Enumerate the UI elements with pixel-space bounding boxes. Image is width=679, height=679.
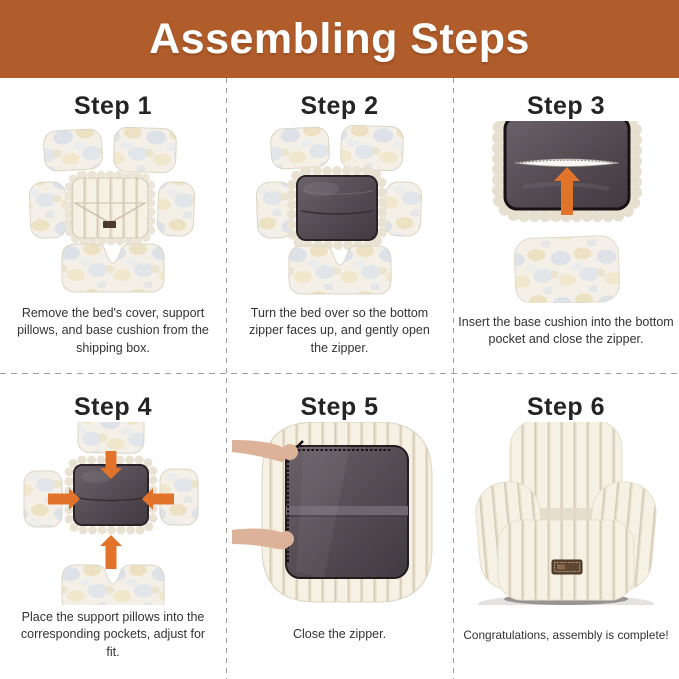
folded-bed-cover bbox=[69, 175, 151, 241]
arrow-up-icon bbox=[100, 535, 122, 569]
step-4-caption: Place the support pillows into the corresponding pockets, adjust for fit. bbox=[20, 610, 206, 659]
support-pillow bbox=[384, 181, 422, 236]
support-pillow bbox=[29, 181, 67, 238]
base-cushion bbox=[289, 246, 391, 294]
step-2-caption: Turn the bed over so the bottom zipper faces up, and gently open the zipper. bbox=[249, 306, 430, 355]
support-pillow bbox=[113, 127, 176, 173]
bed-cover-bottom-up bbox=[292, 171, 382, 245]
step-3-illustration bbox=[458, 121, 674, 303]
step-2-illustration bbox=[231, 121, 448, 303]
bed-turned-over-image bbox=[235, 124, 445, 300]
support-pillow bbox=[256, 181, 294, 238]
steps-grid bbox=[0, 78, 679, 679]
step-5-caption-box bbox=[293, 605, 386, 665]
support-pillow bbox=[157, 181, 195, 236]
divider-vertical-2 bbox=[453, 78, 454, 679]
step-1-title: Step 1 bbox=[73, 92, 153, 120]
finished-bed-image bbox=[458, 422, 674, 605]
step-2-title: Step 2 bbox=[300, 92, 379, 120]
step-6-panel bbox=[453, 373, 679, 679]
step-3-title: Step 3 bbox=[526, 92, 606, 120]
support-pillow bbox=[340, 125, 403, 171]
base-cushion bbox=[514, 235, 620, 303]
insert-pillows-image bbox=[8, 422, 218, 605]
support-pillow bbox=[269, 127, 329, 170]
insert-cushion-image bbox=[459, 121, 673, 303]
brand-label bbox=[552, 560, 582, 574]
step-1-illustration bbox=[5, 121, 221, 303]
step-3-panel bbox=[453, 78, 679, 373]
base-cushion bbox=[62, 565, 164, 606]
step-5-panel bbox=[226, 373, 453, 679]
page-title: Assembling Steps bbox=[149, 14, 530, 63]
step-6-title: Step 6 bbox=[526, 393, 606, 421]
step-3-caption: Insert the base cushion into the bottom pocket and close the zipper. bbox=[458, 314, 674, 346]
support-pillow bbox=[78, 422, 145, 453]
banner bbox=[0, 0, 679, 78]
step-4-title: Step 4 bbox=[73, 393, 153, 421]
step-2-panel bbox=[226, 78, 453, 373]
bed-parts-unpacked-image bbox=[8, 126, 218, 298]
step-6-illustration bbox=[458, 422, 674, 605]
step-4-illustration bbox=[5, 422, 221, 605]
brand-label bbox=[103, 221, 116, 228]
step-1-panel bbox=[0, 78, 226, 373]
step-4-caption-box bbox=[17, 605, 209, 665]
step-4-panel bbox=[0, 373, 226, 679]
step-3-caption-box bbox=[458, 303, 674, 359]
step-5-title: Step 5 bbox=[300, 393, 379, 421]
step-1-caption-box bbox=[17, 303, 209, 359]
divider-vertical-1 bbox=[226, 78, 227, 679]
step-5-caption: Close the zipper. bbox=[292, 627, 387, 642]
close-zipper-image bbox=[232, 422, 448, 605]
step-6-caption-box bbox=[463, 605, 668, 665]
step-2-caption-box bbox=[244, 303, 436, 359]
divider-horizontal bbox=[0, 373, 679, 374]
support-pillow bbox=[43, 129, 103, 172]
step-1-caption: Remove the bed's cover, support pillows, and base cushion from the shipping box. bbox=[17, 306, 209, 355]
step-6-caption: Congratulations, assembly is complete! bbox=[463, 627, 669, 642]
step-5-illustration bbox=[231, 422, 448, 605]
base-cushion bbox=[62, 244, 164, 292]
